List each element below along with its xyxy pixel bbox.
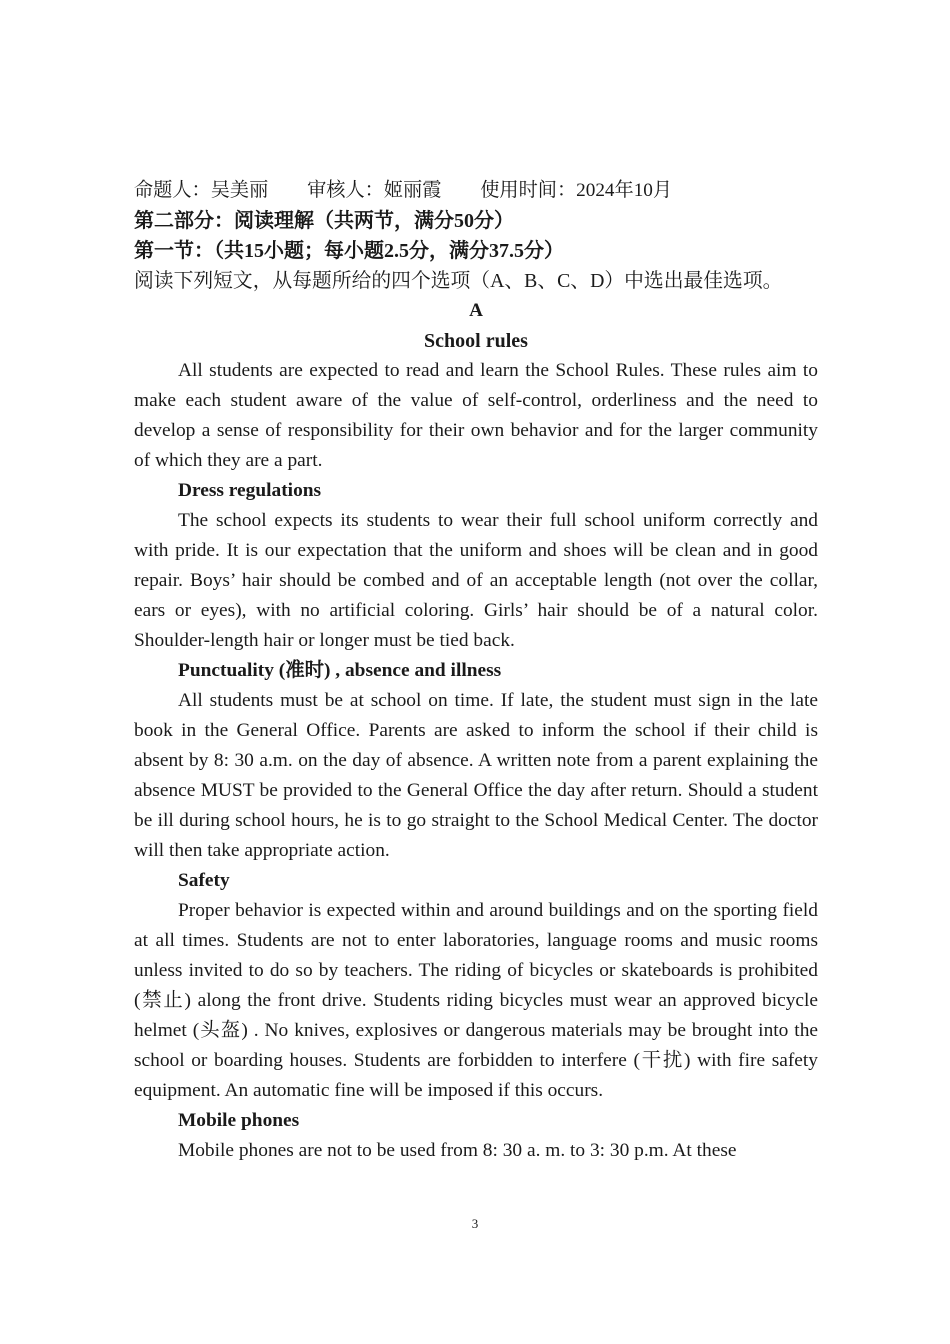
date-label: 使用时间：2024年10月 bbox=[480, 180, 673, 201]
safety-heading: Safety bbox=[178, 870, 230, 891]
dress-paragraph: The school expects its students to wear their full school uniform correctly and with pride. It is our expectation that the uniform and shoes will be clean and in good repair. Boys’ hair should be combed and of an acceptable length (not over the collar, ears or eyes), with no artificial coloring. Girls’ hair should be of a natural color. Shoulder-length hair or longer must be tied back. bbox=[134, 510, 818, 651]
mobile-heading: Mobile phones bbox=[178, 1110, 300, 1131]
section-title: 第一节：（共15小题；每小题2.5分，满分37.5分） bbox=[134, 240, 564, 262]
passage-title: School rules bbox=[424, 330, 528, 352]
reviewer-label: 审核人：姬丽霞 bbox=[307, 180, 442, 201]
passage-letter: A bbox=[469, 300, 483, 321]
dress-heading: Dress regulations bbox=[178, 480, 322, 501]
intro-paragraph: All students are expected to read and learn the School Rules. These rules aim to make each student aware of the value of self-control, orderliness and the need to develop a sense of responsibility for their own behavior and for the larger community of which they are a part. bbox=[134, 360, 818, 471]
author-label: 命题人：吴美丽 bbox=[134, 180, 269, 201]
punctuality-heading: Punctuality (准时) , absence and illness bbox=[178, 660, 502, 681]
exam-header bbox=[134, 176, 818, 206]
page-number: 3 bbox=[471, 1216, 479, 1231]
safety-paragraph: Proper behavior is expected within and around buildings and on the sporting field at all times. Students are not to enter laboratories, language rooms and music rooms unless invited to do so by teachers. The riding of bicycles or skateboards is prohibited (禁止) along the front drive. Students riding bicycles must wear an approved bicycle helmet (头盔) . No knives, explosives or dangerous materials may be brought into the school or boarding houses. Students are forbidden to interfere (干扰) with fire safety equipment. An automatic fine will be imposed if this occurs. bbox=[134, 900, 818, 1101]
instruction-text: 阅读下列短文，从每题所给的四个选项（A、B、C、D）中选出最佳选项。 bbox=[134, 270, 783, 292]
part-title: 第二部分：阅读理解（共两节，满分50分） bbox=[134, 210, 514, 232]
mobile-paragraph: Mobile phones are not to be used from 8: 30 a. m. to 3: 30 p.m. At these bbox=[178, 1140, 737, 1161]
document-page bbox=[134, 176, 818, 1166]
punctuality-paragraph: All students must be at school on time. If late, the student must sign in the late book in the General Office. Parents are asked to inform the school if their child is absent by 8: 30 a.m. on the day of absence. A written note from a parent explaining the absence MUST be provided to the General Office the day after return. Should a student be ill during school hours, he is to go straight to the School Medical Center. The doctor will then take appropriate action. bbox=[134, 690, 818, 861]
